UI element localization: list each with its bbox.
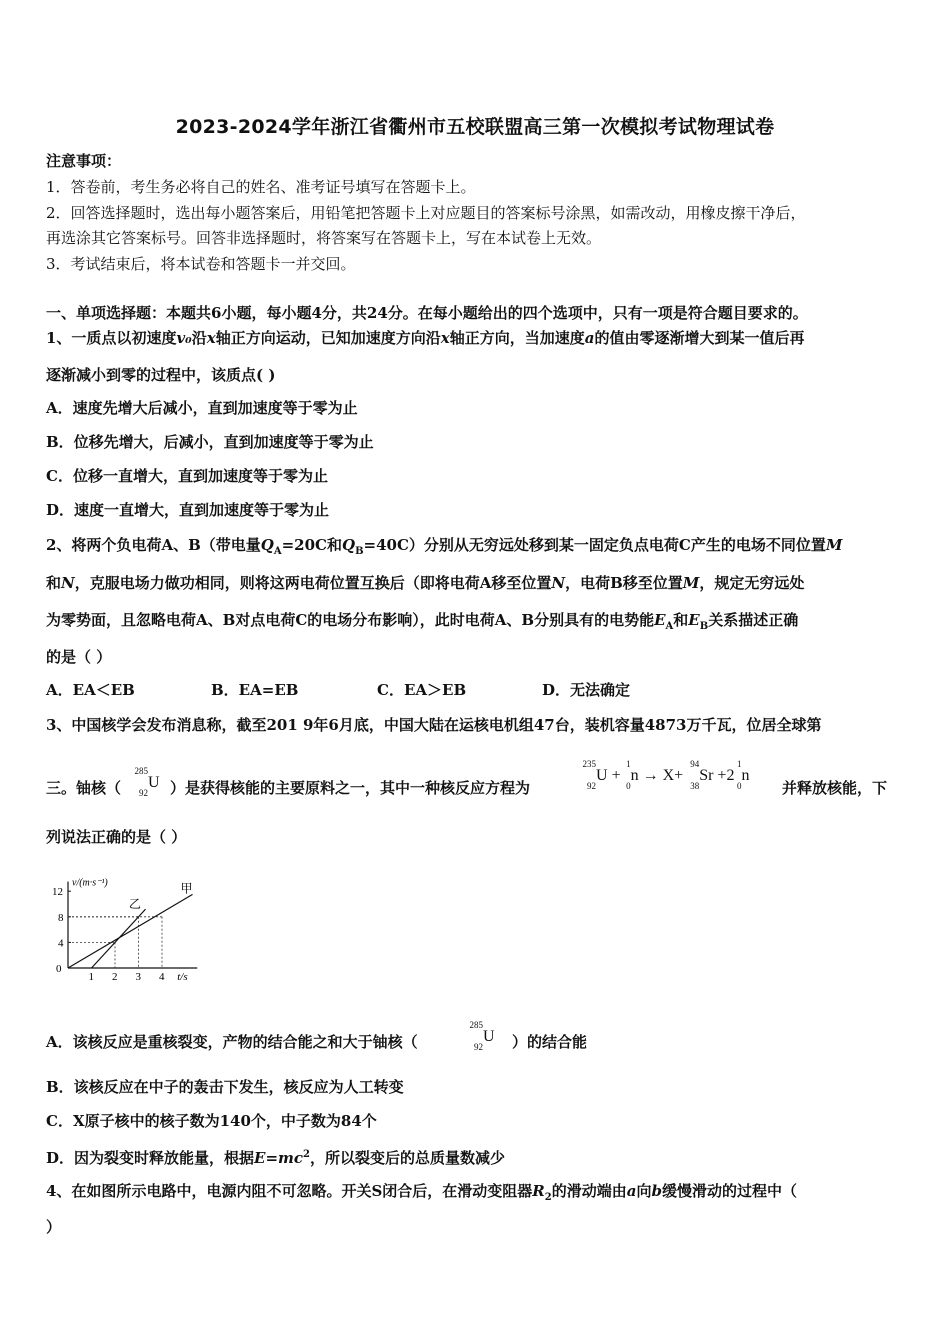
q1-stem-line2: 逐渐减小到零的过程中，该质点( ) (46, 366, 276, 384)
x-axis-label: t/s (177, 971, 188, 983)
velocity-time-chart (40, 855, 215, 985)
q4-stem-line1: 4、在如图所示电路中，电源内阻不可忽略。开关S闭合后，在滑动变阻器$R_2$的滑动端由a向b缓慢滑动的过程中（ (46, 1182, 797, 1203)
q1-option-a[interactable]: A．速度先增大后减小，直到加速度等于零为止 (46, 399, 358, 417)
q2-option-b[interactable]: B．EA=EB (211, 681, 299, 699)
q2-option-a[interactable]: A．EA＜EB (46, 681, 135, 699)
q1-stem-line1: 1、一质点以初速度v₀沿x轴正方向运动，已知加速度方向沿x轴正方向，当加速度a的值由零逐渐增大到某一值后再 (46, 329, 805, 347)
q3-stem-line1: 3、中国核学会发布消息称，截至201 9年6月底，中国大陆在运核电机组47台，装机容量4873万千瓦，位居全球第 (46, 716, 822, 734)
q2-stem-line1: 2、将两个负电荷A、B（带电量$Q_A=20C$和$Q_B=40C$）分别从无穷远处移到某一固定负点电荷C产生的电场不同位置M (46, 536, 843, 557)
q3-option-d[interactable]: D．因为裂变时释放能量，根据$E=mc^2$，所以裂变后的总质量数减少 (46, 1149, 506, 1167)
q1-option-c[interactable]: C．位移一直增大，直到加速度等于零为止 (46, 467, 328, 485)
q3-option-b[interactable]: B．该核反应在中子的轰击下发生，核反应为人工转变 (46, 1078, 404, 1096)
q2-option-c[interactable]: C．EA＞EB (377, 681, 467, 699)
notice-item-3: 3．考试结束后，将本试卷和答题卡一并交回。 (46, 255, 356, 273)
y-axis-label: v/(m·s⁻¹) (72, 877, 108, 889)
nuclear-equation: 235 92 U + 1 0 n → X+ 94 38 Sr +2 1 0 n (582, 759, 750, 791)
q3-option-a-end: ）的结合能 (512, 1033, 588, 1051)
section-heading: 一、单项选择题：本题共6小题，每小题4分，共24分。在每小题给出的四个选项中，只有一项是符合题目要求的。 (46, 304, 808, 322)
series-line-yi (92, 909, 146, 968)
q3-stem-line2-end: 并释放核能，下 (782, 779, 888, 797)
q2-option-d[interactable]: D．无法确定 (542, 681, 631, 699)
x-tick-label: 3 (135, 971, 141, 983)
q3-option-c[interactable]: C．X原子核中的核子数为140个，中子数为84个 (46, 1112, 377, 1130)
notice-heading: 注意事项： (46, 152, 122, 170)
q3-stem-line3: 列说法正确的是（ ） (46, 828, 187, 846)
series-label-yi: 乙 (128, 897, 141, 912)
y-tick-label: 12 (52, 886, 63, 899)
uranium-symbol: 285 92 U (134, 766, 160, 798)
q1-option-d[interactable]: D．速度一直增大，直到加速度等于零为止 (46, 501, 330, 519)
q2-stem-line3: 为零势面，且忽略电荷A、B对点电荷C的电场分布影响），此时电荷A、B分别具有的电势能$E_A$和$E_B$关系描述正确 (46, 611, 799, 632)
notice-item-2-cont: 再选涂其它答案标号。回答非选择题时，将答案写在答题卡上，写在本试卷上无效。 (46, 229, 602, 247)
y-tick-label: 8 (58, 911, 64, 924)
q2-stem-line2: 和N，克服电场力做功相同，则将这两电荷位置互换后（即将电荷A移至位置N，电荷B移至位置M，规定无穷远处 (46, 574, 805, 592)
series-label-jia: 甲 (180, 881, 193, 896)
q4-stem-line2: ） (46, 1218, 62, 1236)
q3-stem-line2-start: 三。铀核（ (46, 779, 122, 797)
notice-item-2: 2．回答选择题时，选出每小题答案后，用铅笔把答题卡上对应题目的答案标号涂黑，如需改动，用橡皮擦干净后， (46, 204, 806, 222)
q3-option-a[interactable]: A．该核反应是重核裂变，产物的结合能之和大于铀核（ (46, 1033, 418, 1051)
x-tick-label: 1 (88, 971, 94, 983)
x-tick-label: 2 (112, 971, 118, 983)
q2-stem-line4: 的是（ ） (46, 648, 112, 666)
q3-stem-line2-mid: ）是获得核能的主要原料之一，其中一种核反应方程为 (170, 779, 531, 797)
uranium-symbol-2: 285 92 U (469, 1020, 495, 1052)
origin-label: 0 (56, 963, 62, 975)
x-tick-label: 4 (159, 971, 165, 983)
exam-title: 2023-2024学年浙江省衢州市五校联盟高三第一次模拟考试物理试卷 (175, 116, 775, 138)
notice-item-1: 1．答卷前，考生务必将自己的姓名、准考证号填写在答题卡上。 (46, 178, 476, 196)
q1-option-b[interactable]: B．位移先增大，后减小，直到加速度等于零为止 (46, 433, 374, 451)
y-tick-label: 4 (58, 937, 64, 950)
